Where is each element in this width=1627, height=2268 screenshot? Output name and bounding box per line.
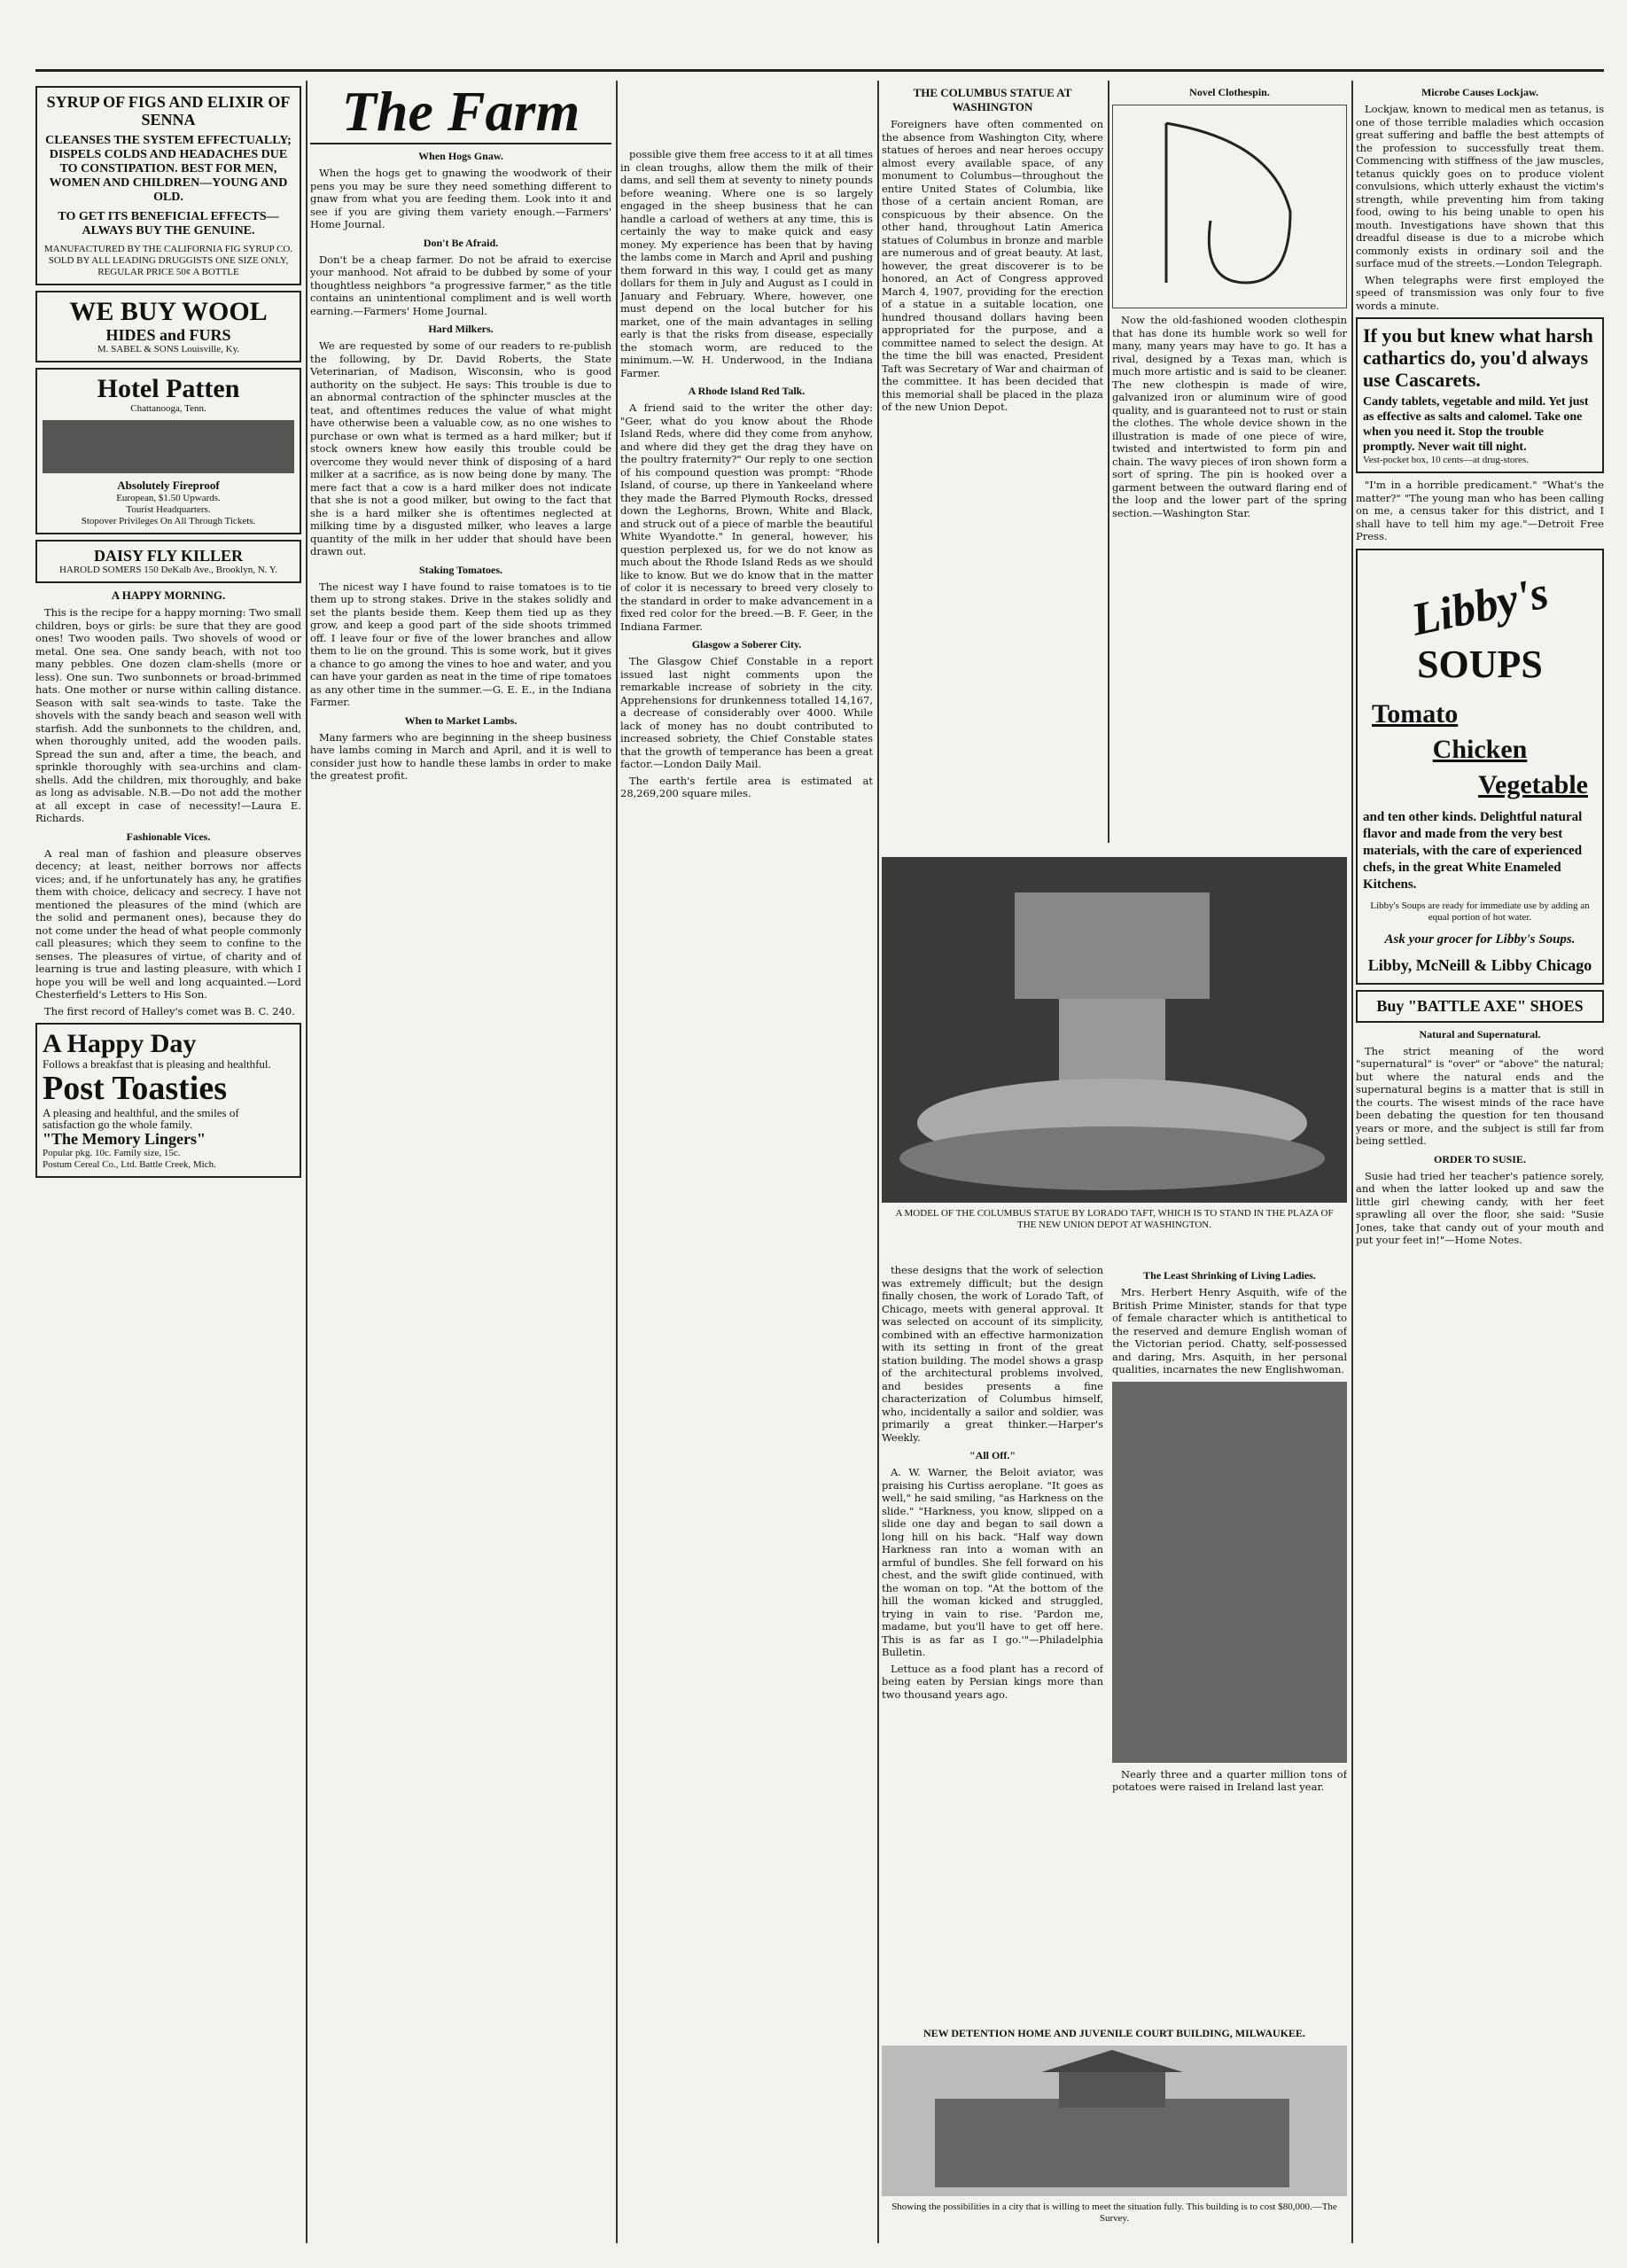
battle-axe-shoes-ad: Buy "BATTLE AXE" SHOES xyxy=(1356,990,1604,1023)
staking-tomatoes-body: The nicest way I have found to raise tomatoes is to tie them up to strong stakes. Drive in the stakes solidly and set the plants beside them. Keep them tied up as they grow, and keep a good part of the side shoots trimmed off. I leave four or five of the lower branches and allow them to lie on the ground. This is some work, but it gives a chance to go among the vines to hoe and water, and you can have your garden as neat in the time of ripe tomatoes as any other time in the summer.—G. E. E., in the Indiana Farmer. xyxy=(310,580,611,708)
clothespin-drawing xyxy=(1113,105,1346,308)
court-building-heading: NEW DETENTION HOME AND JUVENILE COURT BUILDING, MILWAUKEE. xyxy=(922,2027,1306,2039)
figs-sold: SOLD BY ALL LEADING DRUGGISTS ONE SIZE ONLY, REGULAR PRICE 50¢ A BOTTLE xyxy=(48,255,289,277)
libby-vegetable: Vegetable xyxy=(1478,769,1588,799)
ladies-heading: The Least Shrinking of Living Ladies. xyxy=(1143,1269,1316,1282)
hotel-stopover: Stopover Privileges On All Through Tickets. xyxy=(81,516,256,526)
the-farm-masthead: The Farm xyxy=(310,81,611,144)
daisy-maker: HAROLD SOMERS 150 DeKalb Ave., Brooklyn, N. Y. xyxy=(58,565,278,575)
hotel-rates: European, $1.50 Upwards. xyxy=(116,493,221,503)
libby-body: and ten other kinds. Delightful natural flavor and made from the very best materials, with the care of experienced chefs, in the great White Enameled Kitchens. xyxy=(1363,809,1583,892)
post-body: Follows a breakfast that is pleasing and healthful. xyxy=(43,1057,271,1071)
columbus-statue-body: Foreigners have often commented on the absence from Washington City, where statues of heroes and near heroes occupy almost every available space, of any monument to Columbus—throughout the entire United States of Columbia, like those of a certain ancient Roman, are conspicuous by their absence. On the other hand, throughout Latin America statues of Columbus in bronze and marble are numerous and of great beauty. At last, however, the great discoverer is to be honored, an Act of Congress approved March 4, 1907, providing for the erection of a statue in a suitable location, one hundred thousand dollars having been appropriated for the purpose, and a committee named to select the design. At the time the bill was enacted, President Taft was Secretary of War and chairman of the committee. It has been decided that this memorial shall be placed in the plaza of the new Union Depot. xyxy=(882,118,1103,413)
rhode-island-body: A friend said to the writer the other day: "Geer, what do you know about the Rhode Island Reds, where did they come from anyhow, and where did they get the drag they have on the poultry fraternity?" Our reply to one section of his compound question was prompt: "Rhode Island, of course, up there in Yankeeland where they made the Barred Plymouth Rocks, dressed down the Leghorns, Brown, White and Black, and struck out of a piece of marble the beautiful White Wyandotte." In general, however, his question perplexed us, for we do not know as much about the Rhode Island Reds as we should like to know. But we do know that in the matter of color it is necessary to breed very closely to the standard in order to make advancement in a fixed red color for the breed.—B. F. Geer, in the Indiana Farmer. xyxy=(620,401,873,633)
market-lambs-body: Many farmers who are beginning in the sheep business have lambs coming in March and April, and it is well to consider just how to handle these lambs in order to make the greatest profit. xyxy=(310,730,611,782)
lambs-continued: possible give them free access to it at all times in clean troughs, allow them the milk of their dams, and sell them at seventy to ninety pounds before weaning. Where one is so largely engaged in the sheep business that he can handle a carload of wethers at any time, this is certainly the way to make quick and easy money. My experience has been that by having the lambs come in March and April and pushing them forward in this way, I could get as many dollars for them in July and August as I could in January and February. Where, however, one must depend on the local butcher for his market, one of the main advantages in selling early is that the risks from disease, especially the stomach worm, are reduced to the minimum.—W. H. Underwood, in the Indiana Farmer. xyxy=(620,148,873,379)
ladies-body: Mrs. Herbert Henry Asquith, wife of the British Prime Minister, stands for that type of female character which is antithetical to the reserved and demure English woman of the Victorian period. Chatty, self-possessed and daring, Mrs. Asquith, in her personal qualities, incarnates the new Englishwoman. xyxy=(1112,1286,1347,1376)
glasgow-body: The Glasgow Chief Constable in a report issued last night comments upon the remarkable increase of sobriety in the city. Apprehensions for drunkenness totalled 14,167, a decrease of considerably over 4000. While lack of money has no doubt contributed to increased sobriety, the Chief Constable states that the growth of temperance has been a great factor.—London Daily Mail. xyxy=(620,655,873,770)
hotel-patten-ad xyxy=(35,368,301,534)
rhode-island-heading: A Rhode Island Red Talk. xyxy=(688,385,806,397)
post-memory: "The Memory Lingers" xyxy=(43,1130,206,1148)
libby-chicken: Chicken xyxy=(1432,734,1528,764)
wool-title: WE BUY WOOL xyxy=(69,297,268,326)
lettuce-note: Lettuce as a food plant has a record of being eaten by Persian kings more than two thousand years ago. xyxy=(882,1662,1103,1701)
supernatural-heading: Natural and Supernatural. xyxy=(1419,1027,1541,1040)
happy-morning-heading: A HAPPY MORNING. xyxy=(111,588,226,602)
wool-sub: HIDES and FURS xyxy=(105,326,231,344)
cascarets-price: Vest-pocket box, 10 cents—at drug-stores. xyxy=(1363,455,1529,465)
libby-grocer: Ask your grocer for Libby's Soups. xyxy=(1384,931,1576,947)
post-heading: A Happy Day xyxy=(43,1029,197,1058)
figs-brand: SYRUP OF FIGS AND ELIXIR OF SENNA xyxy=(46,93,291,129)
post-brand: Post Toasties xyxy=(43,1070,227,1107)
hotel-tourist: Tourist Headquarters. xyxy=(126,504,211,515)
supernatural-body: The strict meaning of the word "supernatural" is "over" or "above" the natural; but where the natural ends and the supernatural begins is a matter that is still in the courts. The wisest minds of the race have been debating the question for ten thousand years or more, and the subject is still far from being settled. xyxy=(1356,1044,1604,1147)
earth-area-note: The earth's fertile area is estimated at 28,269,200 square miles. xyxy=(620,774,873,799)
cascarets-body: Candy tablets, vegetable and mild. Yet just as effective as salts and calomel. Take one when you need it. Stop the trouble promptly. Never wait till night. xyxy=(1363,395,1589,454)
happy-morning-body: This is the recipe for a happy morning: Two small children, boys or girls: be sure that they are good ones! Two wooden pails. Two shovels of wood or metal. One sea. One sandy beach, with not too many pebbles. One dozen clam-shells (more or less). One sun. Two sunbonnets or broad-brimmed hats. One mother or nurse within calling distance. Season with salt sea-winds to taste. Take the shovels with the sandy beach and season well with starfish. Add the sunbonnets to the children, and, when thoroughly united, add the wooden pails. Spread the sun and, after a time, the beach, and sprinkle thoroughly with sea-urchins and clam-shells. Add the children, mix thoroughly, and bake as long as advisable. N.B.—Do not add the mother at all except in case of necessity!—Laura E. Richards. xyxy=(35,606,301,824)
glasgow-heading: Glasgow a Soberer City. xyxy=(691,638,802,651)
column-rule xyxy=(877,81,879,2243)
column-6 xyxy=(1356,81,1604,2243)
potato-note: Nearly three and a quarter million tons of potatoes were raised in Ireland last year. xyxy=(1112,1767,1347,1793)
clothespin-heading: Novel Clothespin. xyxy=(1189,86,1270,98)
column-2 xyxy=(310,81,611,2243)
all-off-heading: "All Off." xyxy=(969,1449,1016,1461)
lockjaw-body: Lockjaw, known to medical men as tetanus, is one of those terrible maladies which occasion great suffering and baffle the best attempts of the profession to successfully treat them. Commencing with stiffness of the jaw muscles, tetanus quickly goes on to produce violent convulsions, which utterly exhaust the victim's strength, while preventing him from taking food, owing to his being unable to open his mouth. Investigations have shown that this dreadful disease is due to a microbe which commonly exists in ordinary soil and the surface mud of the streets.—London Telegraph. xyxy=(1356,103,1604,269)
susie-body: Susie had tried her teacher's patience sorely, and when the latter looked up and saw the little girl chewing candy, with her feet sprawling all over the floor, she said: "Susie Jones, take that candy out of your mouth and put your feet in!"—Home Notes. xyxy=(1356,1169,1604,1246)
predicament-note: "I'm in a horrible predicament." "What's the matter?" "The young man who has been calling on me, a census taker for this district, and I shall have to tell him my age."—Detroit Free Press. xyxy=(1356,479,1604,542)
lockjaw-heading: Microbe Causes Lockjaw. xyxy=(1421,86,1539,98)
libby-ready: Libby's Soups are ready for immediate use by adding an equal portion of hot water. xyxy=(1370,900,1590,923)
telegraph-note: When telegraphs were first employed the speed of transmission was only four to five words a minute. xyxy=(1356,273,1604,312)
syrup-of-figs-ad xyxy=(35,86,301,285)
column-3 xyxy=(620,81,873,2243)
cascarets-ad xyxy=(1356,317,1604,473)
statue-caption: A MODEL OF THE COLUMBUS STATUE BY LORADO TAFT, WHICH IS TO STAND IN THE PLAZA OF THE NEW UNION DEPOT AT WASHINGTON. xyxy=(895,1208,1334,1230)
hard-milkers-body: We are requested by some of our readers to re-publish the following, by Dr. David Roberts, the State Veterinarian, of Madison, Wisconsin, who is good authority on the subject. He says: This trouble is due to an abnormal contraction of the sphincter muscles at the teat, and oftentimes reduces the value of what might have otherwise been a valuable cow, as no one wishes to purchase or own what is termed as a hard milker; but if stock owners knew how easily this trouble could be overcome they would never think of disposing of a hard milker at a sacrifice, as is now being done by many. The mere fact that a cow is a hard milker does not indicate that she is not a good milker, but owing to the fact that she is a hard milker she is oftentimes neglected at milking time by a disgusted milker, who leaves a large quantity of the milk in her udder that should have been drawn out. xyxy=(310,339,611,557)
market-lambs-heading: When to Market Lambs. xyxy=(404,713,518,727)
hogs-heading: When Hogs Gnaw. xyxy=(418,150,503,162)
post-package: Popular pkg. 10c. Family size, 15c. xyxy=(43,1148,181,1158)
libby-tomato: Tomato xyxy=(1372,698,1459,729)
staking-tomatoes-heading: Staking Tomatoes. xyxy=(418,563,503,576)
statue-continued: these designs that the work of selection was extremely difficult; but the design finally chosen, the work of Lorado Taft, of Chicago, meets with general approval. It was selected on account of its simplicity, combined with an effective harmonization with its setting in front of the great station building. The model shows a grasp of the architectural problems involved, and besides presents a fine characterization of Columbus himself, who, incidentally a sailor and soldier, was primarily a great thinker.—Harper's Weekly. xyxy=(882,1264,1103,1444)
column-rule xyxy=(616,81,618,2243)
figs-body: CLEANSES THE SYSTEM EFFECTUALLY; DISPELS COLDS AND HEADACHES DUE TO CONSTIPATION. BEST FOR MEN, WOMEN AND CHILDREN—YOUNG AND OLD. xyxy=(45,134,292,204)
libby-soups: SOUPS xyxy=(1417,642,1543,686)
wool-ad xyxy=(35,291,301,362)
post-toasties-ad xyxy=(35,1023,301,1178)
fashionable-vices-heading: Fashionable Vices. xyxy=(126,830,211,843)
susie-heading: ORDER TO SUSIE. xyxy=(1434,1152,1526,1165)
clothespin-body: Now the old-fashioned wooden clothespin that has done its humble work so well for many, many years may have to go. It has a rival, designed by a Texas man, which is much more artistic and is said to be cleaner. The new clothespin is made of wire, galvanized iron or aluminum wire of good quality, and is guaranteed not to rust or stain the clothes. The whole device shown in the illustration is made of one piece of wire, twisted and intertwisted to form pin and chain. The wavy pieces of iron shown form a sort of spring. The pin is hooked over a garment between the outward flaring end of the loop and the lower part of the spring section.—Washington Star. xyxy=(1112,314,1347,519)
post-maker: Postum Cereal Co., Ltd. Battle Creek, Mich. xyxy=(43,1159,216,1170)
column-5-lower xyxy=(1112,1264,1347,2017)
hotel-title: Hotel Patten xyxy=(97,374,240,403)
column-1 xyxy=(35,81,301,2243)
cascarets-heading: If you but knew what harsh cathartics do, you'd always use Cascarets. xyxy=(1363,324,1593,391)
columbus-statue-heading: THE COLUMBUS STATUE AT WASHINGTON xyxy=(913,86,1072,113)
hotel-fireproof: Absolutely Fireproof xyxy=(117,479,220,492)
clothespin-image xyxy=(1112,105,1347,308)
daisy-fly-killer-ad xyxy=(35,540,301,583)
hogs-body: When the hogs get to gnawing the woodwork of their pens you may be sure they need something different to gnaw from what you are feeding them. Look into it and see if you are giving them variety enough.—Farmers' Home Journal. xyxy=(310,167,611,230)
all-off-body: A. W. Warner, the Beloit aviator, was praising his Curtiss aeroplane. "It goes as well," he said smiling, "as Harkness on the slide." "Harkness, you know, slipped on a slide one day and began to sail down a long hill on his back. "Half way down Harkness ran into a woman with an armful of bundles. She fell forward on his chest, and the swift glide continued, with the woman on top. "At the bottom of the hill the woman kicked and struggled, trying in vain to rise. 'Pardon me, madame, but you'll have to get off here. This is as far as I go.'"—Philadelphia Bulletin. xyxy=(882,1466,1103,1658)
cheap-farmer-body: Don't be a cheap farmer. Do not be afraid to exercise your manhood. Not afraid to be dubbed by some of your thoughtless neighbors "a progressive farmer," as the title contains an unintentional compliment and is well worth earning.—Farmers' Home Journal. xyxy=(310,253,611,317)
column-rule xyxy=(1351,81,1353,2243)
cheap-farmer-heading: Don't Be Afraid. xyxy=(423,236,499,249)
fashionable-vices-body: A real man of fashion and pleasure observes decency; at least, neither borrows nor affects vices; and, if he unfortunately has any, he gratifies them with choice, delicacy and secrecy. I have not mentioned the pleasures of the mind (which are the solid and permanent ones), because they do not come under the head of what people commonly call pleasures; which they seem to confine to the senses. The pleasures of virtue, of charity and of learning is true and lasting pleasure, with which I hope you will be well and long acquainted.—Lord Chesterfield's Letters to His Son. xyxy=(35,846,301,1001)
figs-genuine: TO GET ITS BENEFICIAL EFFECTS—ALWAYS BUY THE GENUINE. xyxy=(58,210,279,238)
asquith-portrait-image xyxy=(1112,1382,1347,1763)
newspaper-page xyxy=(35,69,1604,2249)
hotel-building-image xyxy=(43,420,294,473)
figs-maker: MANUFACTURED BY THE CALIFORNIA FIG SYRUP CO. xyxy=(43,244,293,254)
column-rule xyxy=(306,81,307,2243)
libby-maker: Libby, McNeill & Libby Chicago xyxy=(1367,955,1592,974)
hotel-city: Chattanooga, Tenn. xyxy=(130,403,206,414)
wool-dealer: M. SABEL & SONS Louisville, Ky. xyxy=(97,344,240,355)
hard-milkers-heading: Hard Milkers. xyxy=(428,323,494,335)
libby-brand: Libby's xyxy=(1406,566,1553,646)
column-rule xyxy=(1108,81,1109,843)
court-building-caption: Showing the possibilities in a city that is willing to meet the situation fully. This building is to cost $80,000.—The Survey. xyxy=(891,2202,1337,2224)
daisy-title: DAISY FLY KILLER xyxy=(93,547,244,565)
post-tagline: A pleasing and healthful, and the smiles of satisfaction go the whole family. xyxy=(43,1106,239,1131)
comet-note: The first record of Halley's comet was B. C. 240. xyxy=(44,1004,295,1017)
libbys-soups-ad xyxy=(1356,549,1604,985)
